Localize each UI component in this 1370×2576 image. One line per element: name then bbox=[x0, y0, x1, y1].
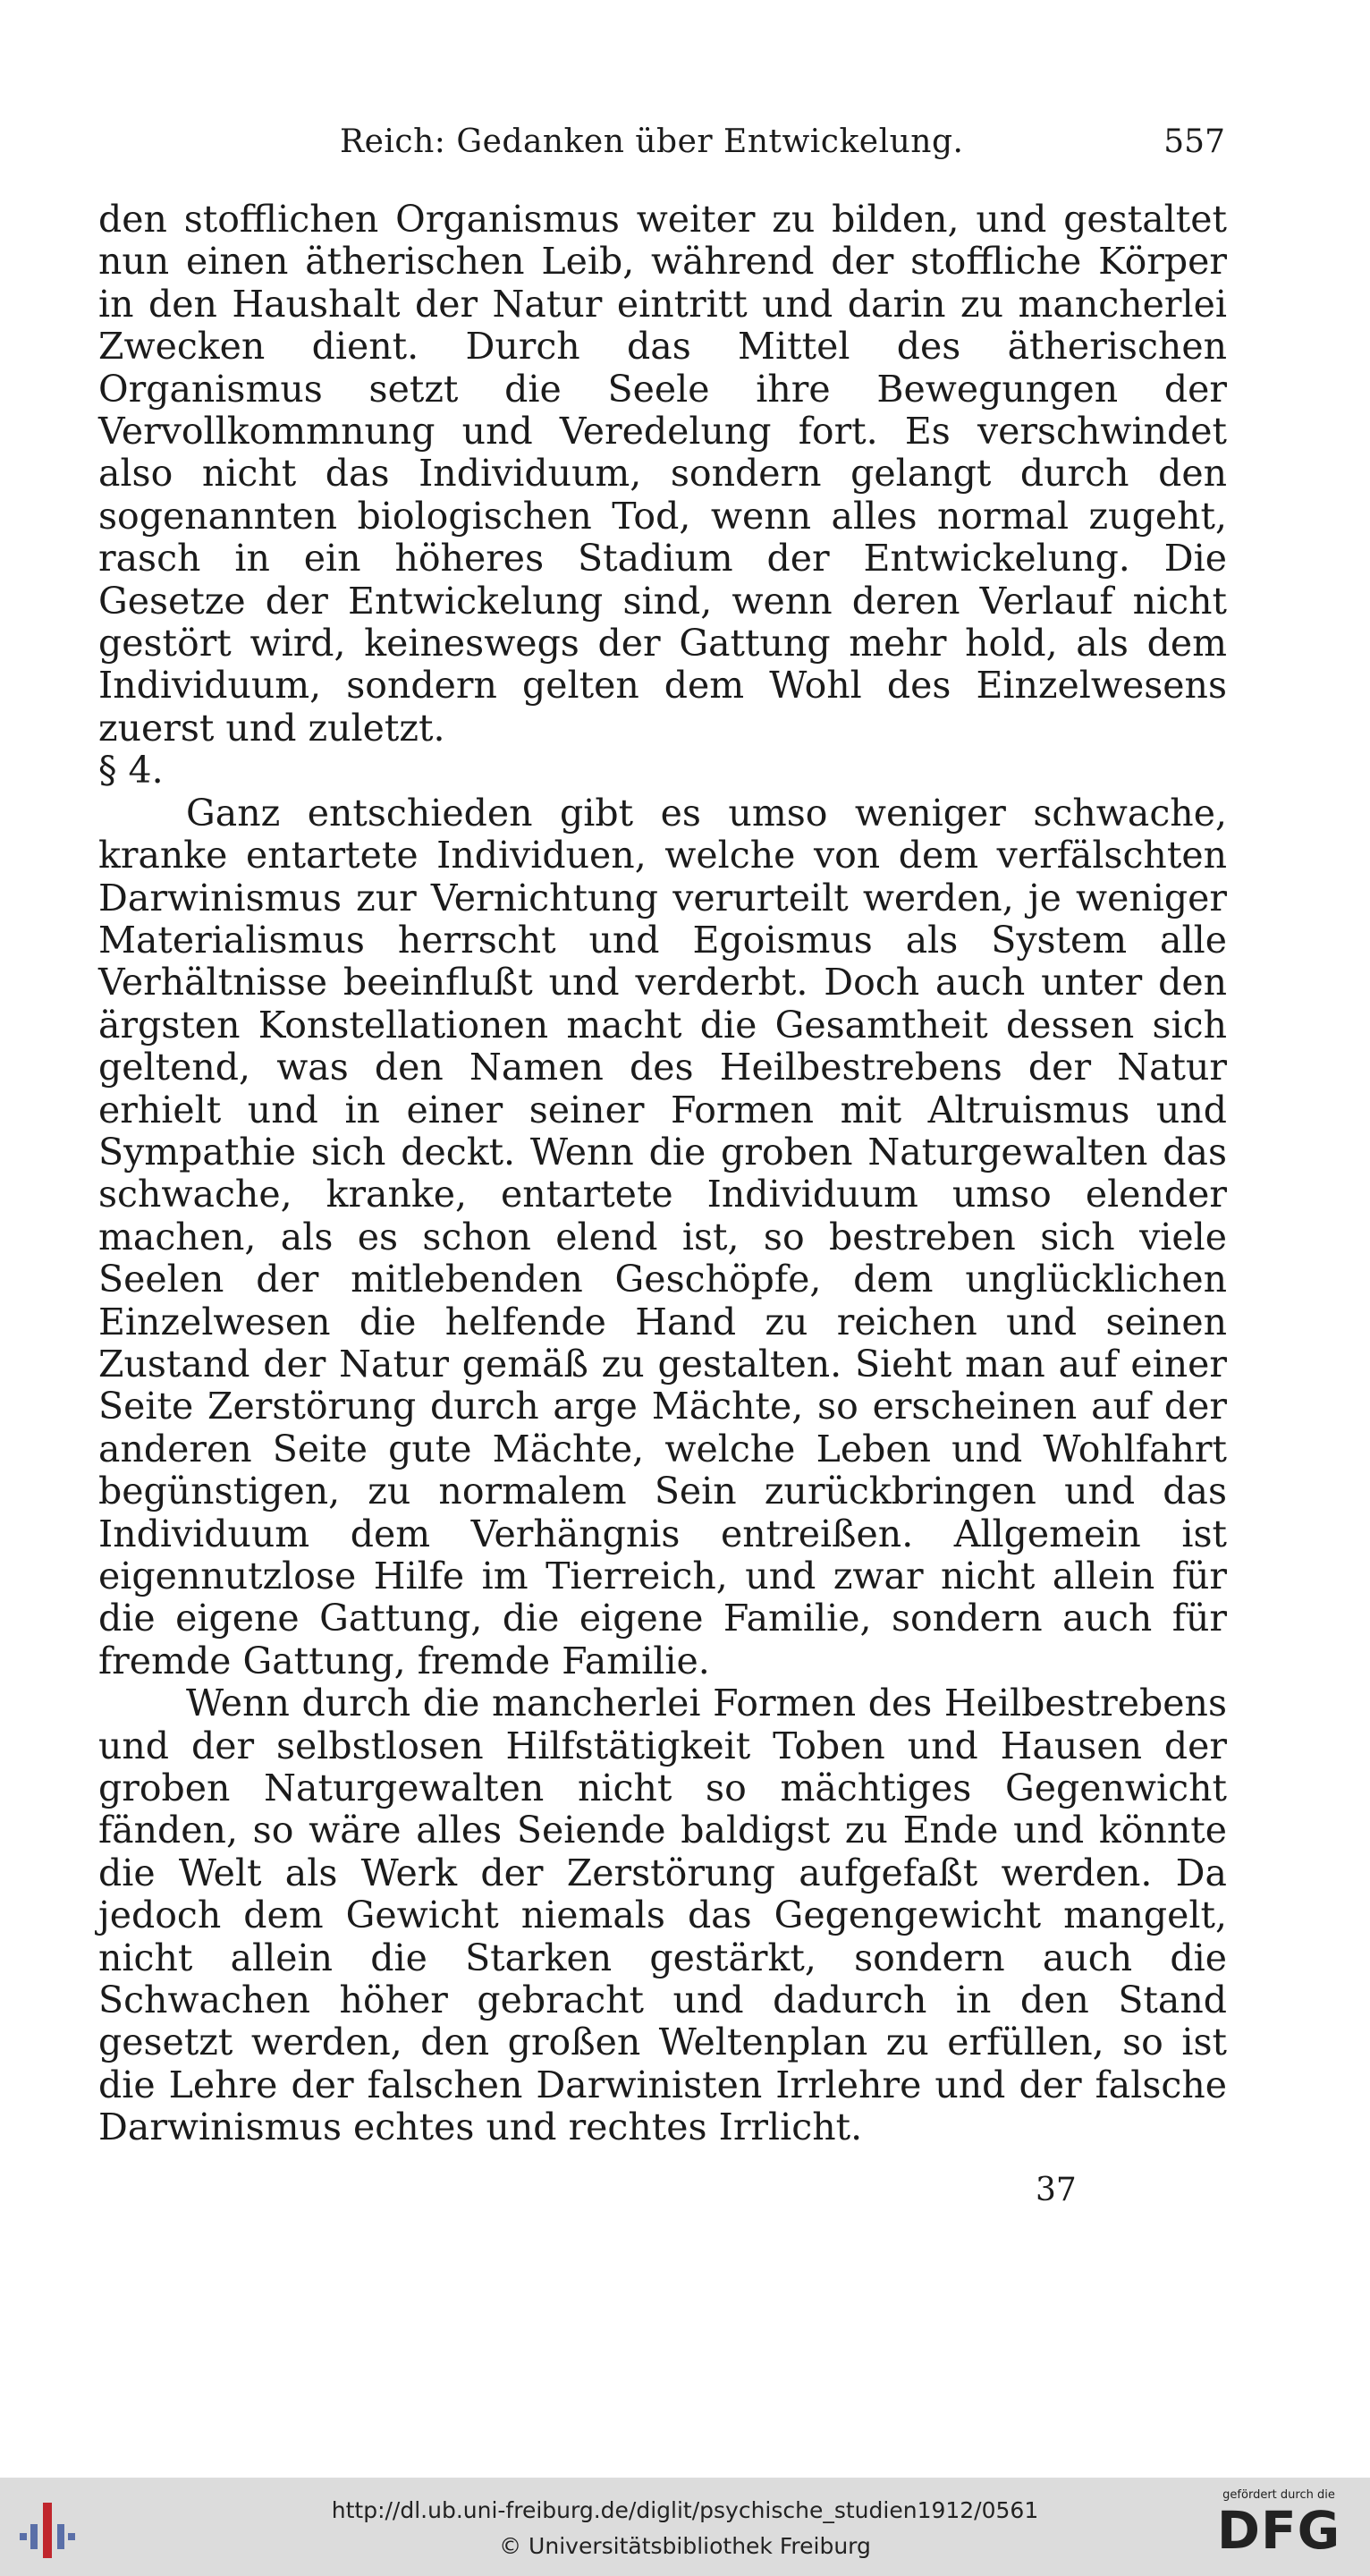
footer-bar bbox=[0, 2478, 1370, 2576]
footer-url[interactable]: http://dl.ub.uni-freiburg.de/diglit/psychische_studien1912/0561 bbox=[331, 2497, 1039, 2523]
paragraph: Ganz entschieden gibt es umso weniger schwache, kranke entartete Individuen, welche von dem verfälschten Darwinismus zur Vernichtung verurteilt werden, je weniger Materialismus herrscht und Egoismus als System alle Verhältnisse beeinflußt und verderbt. Doch auch unter den ärgsten Konstellationen macht die Gesamtheit dessen sich geltend, was den Namen des Heilbestrebens der Natur erhielt und in einer seiner Formen mit Altruismus und Sympathie sich deckt. Wenn die groben Naturgewalten das schwache, kranke, entartete Individuum umso elender machen, als es schon elend ist, so bestreben sich viele Seelen der mitlebenden Geschöpfe, dem unglücklichen Einzelwesen die helfende Hand zu reichen und seinen Zustand der Natur gemäß zu gestalten. Sieht man auf einer Seite Zerstörung durch arge Mächte, so erscheinen auf der anderen Seite gute Mächte, welche Leben und Wohlfahrt begünstigen, zu normalem Sein zurückbringen und das Individuum dem Verhängnis entreißen. Allgemein ist eigennutzlose Hilfe im Tierreich, und zwar nicht allein für die eigene Gattung, die eigene Familie, sondern auch für fremde Gattung, fremde Familie. bbox=[98, 791, 1227, 1682]
running-head: Reich: Gedanken über Entwickelung. bbox=[340, 123, 964, 160]
dfg-wordmark: DFG bbox=[1216, 2500, 1341, 2561]
footer-copyright: © Universitätsbibliothek Freiburg bbox=[499, 2533, 871, 2559]
section-heading: § 4. bbox=[98, 749, 164, 792]
page-header bbox=[98, 123, 1225, 168]
dfg-caption: gefördert durch die bbox=[1222, 2488, 1335, 2502]
paragraph-continued: den stofflichen Organismus weiter zu bilden, und gestaltet nun einen ätherischen Leib, während der stoffliche Körper in den Haushalt der Natur eintritt und darin zu mancherlei Zwecken dient. Durch das Mittel des ätherischen Organismus setzt die Seele ihre Bewegungen der Vervollkommnung und Veredelung fort. Es verschwindet also nicht das Individuum, sondern gelangt durch den sogenannten biologischen Tod, wenn alles normal zugeht, rasch in ein höheres Stadium der Entwickelung. Die Gesetze der Entwickelung sind, wenn deren Verlauf nicht gestört wird, keineswegs der Gattung mehr hold, als dem Individuum, sondern gelten dem Wohl des Einzelwesens zuerst und zuletzt. bbox=[98, 198, 1227, 750]
signature-mark: 37 bbox=[1036, 2172, 1077, 2208]
body-text bbox=[98, 199, 1227, 2149]
page-number: 557 bbox=[1163, 123, 1225, 160]
paragraph: Wenn durch die mancherlei Formen des Heilbestrebens und der selbstlosen Hilfstätigkeit Toben und Hausen der groben Naturgewalten nicht so mächtiges Gegenwicht fänden, so wäre alles Seiende baldigst zu Ende und könnte die Welt als Werk der Zerstörung aufgefaßt werden. Da jedoch dem Gewicht niemals das Gegengewicht mangelt, nicht allein die Starken gestärkt, sondern auch die Schwachen höher gebracht und dadurch in den Stand gesetzt werden, den großen Weltenplan zu erfüllen, so ist die Lehre der falschen Darwinisten Irrlehre und der falsche Darwinismus echtes und rechtes Irrlicht. bbox=[98, 1682, 1227, 2149]
dfg-logo bbox=[1207, 2485, 1350, 2571]
